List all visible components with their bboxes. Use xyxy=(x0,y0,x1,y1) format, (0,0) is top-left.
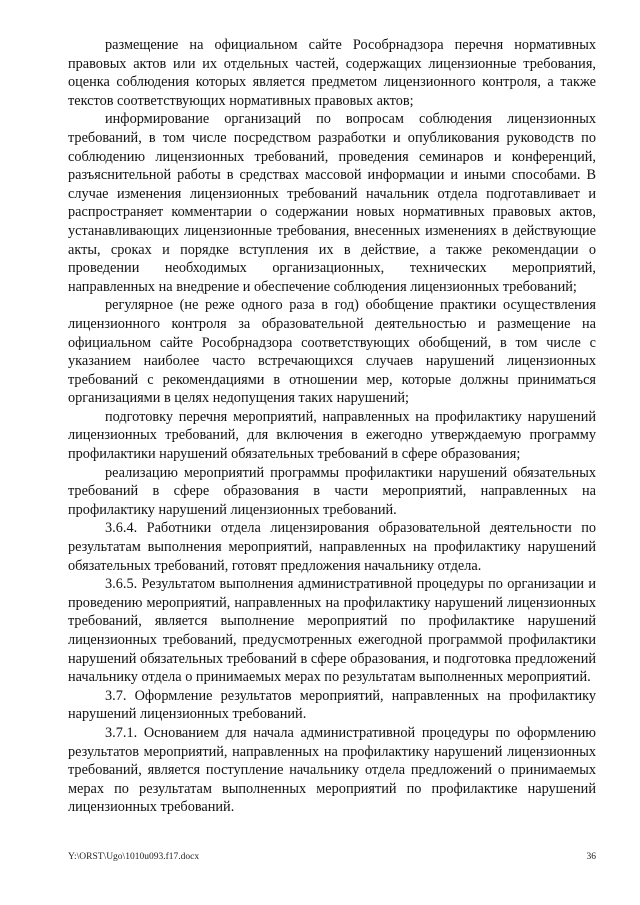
paragraph: 3.7. Оформление результатов мероприятий, направленных на профилактику нарушений лицензионных требований. xyxy=(68,687,596,723)
paragraph: 3.6.5. Результатом выполнения административной процедуры по организации и проведению мероприятий, направленных на профилактику нарушений лицензионных требований, является выполнение мероприятий по профилактике нарушений лицензионных требований, предусмотренных ежегодной программой профилактики нарушений обязательных требований в сфере образования, и подготовка предложений начальнику отдела о принимаемых мерах по результатам выполненных мероприятий. xyxy=(68,576,596,686)
document-body xyxy=(68,36,596,817)
paragraph: информирование организаций по вопросам соблюдения лицензионных требований, в том числе посредством разработки и опубликования руководств по соблюдению лицензионных требований, проведения семинаров и конференций, разъяснительной работы в средствах массовой информации и иными способами. В случае изменения лицензионных требований начальник отдела подготавливает и распространяет комментарии о содержании новых нормативных правовых актов, устанавливающих лицензионные требования, внесенных изменениях в действующие акты, сроках и порядке вступления их в действие, а также рекомендации о проведении необходимых организационных, технических мероприятий, направленных на внедрение и обеспечение соблюдения лицензионных требований; xyxy=(68,111,596,295)
footer-file-path: Y:\ORST\Ugo\1010u093.f17.docx xyxy=(68,852,200,862)
paragraph: 3.6.4. Работники отдела лицензирования образовательной деятельности по результатам выполнения мероприятий, направленных на профилактику нарушений обязательных требований, готовят предложения начальнику отдела. xyxy=(68,520,596,574)
page-number: 36 xyxy=(586,852,596,862)
page-footer xyxy=(68,852,596,862)
paragraph: подготовку перечня мероприятий, направленных на профилактику нарушений лицензионных требований, для включения в ежегодно утверждаемую программу профилактики нарушений обязательных требований в сфере образования; xyxy=(68,408,596,463)
paragraph: 3.7.1. Основанием для начала административной процедуры по оформлению результатов мероприятий, направленных на профилактику нарушений лицензионных требований, является поступление начальнику отдела предложений о принимаемых мерах по результатам выполненных мероприятий по профилактике нарушений лицензионных требований. xyxy=(68,724,596,816)
paragraph: размещение на официальном сайте Рособрнадзора перечня нормативных правовых актов или их отдельных частей, содержащих лицензионные требования, оценка соблюдения которых является предметом лицензионного контроля, а также текстов соответствующих нормативных правовых актов; xyxy=(68,37,596,109)
paragraph: регулярное (не реже одного раза в год) обобщение практики осуществления лицензионного контроля за образовательной деятельностью и размещение на официальном сайте Рособрнадзора соответствующих обобщений, в том числе с указанием наиболее часто встречающихся случаев нарушений лицензионных требований с рекомендациями в отношении мер, которые должны приниматься организациями в целях недопущения таких нарушений; xyxy=(68,297,596,407)
paragraph: реализацию мероприятий программы профилактики нарушений обязательных требований в сфере образования в части мероприятий, направленных на профилактику нарушений лицензионных требований. xyxy=(68,464,596,518)
